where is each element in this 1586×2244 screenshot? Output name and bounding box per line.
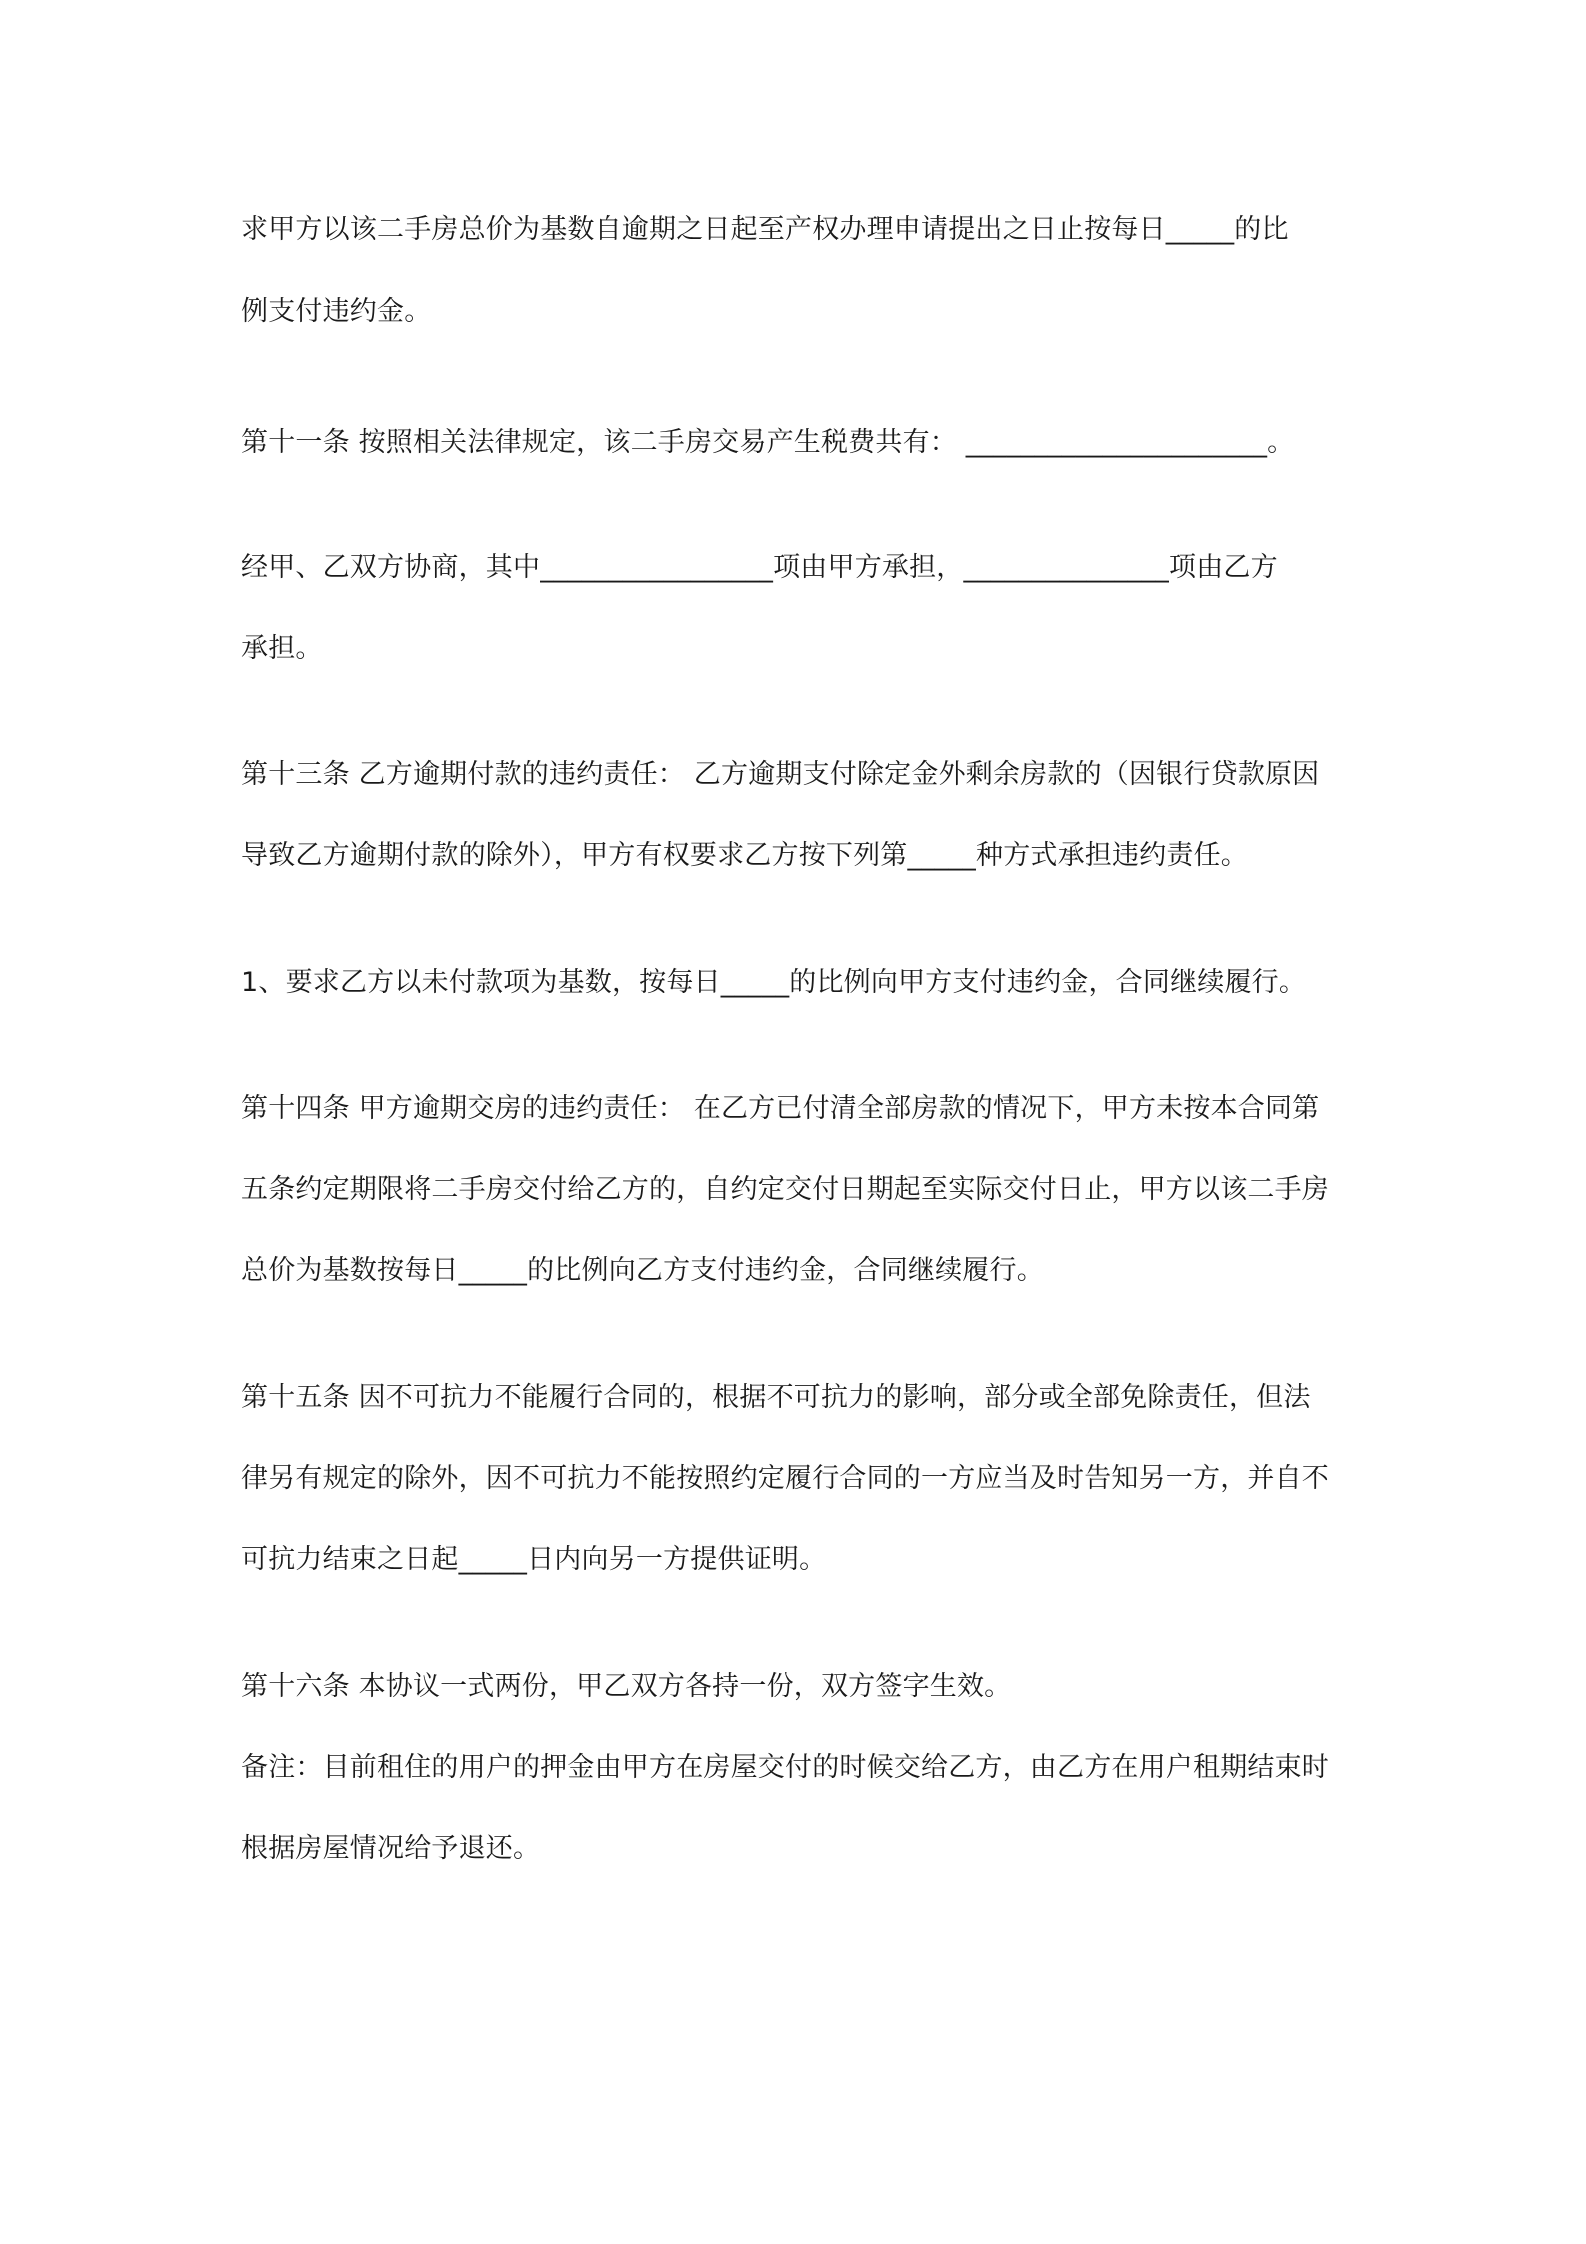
text-line: 第十一条 按照相关法律规定，该二手房交易产生税费共有： ______________________。 xyxy=(241,427,1295,458)
text-line: 备注：目前租住的用户的押金由甲方在房屋交付的时候交给乙方，由乙方在用户租期结束时 xyxy=(241,1752,1329,1783)
text-line: 导致乙方逾期付款的除外），甲方有权要求乙方按下列第_____种方式承担违约责任。 xyxy=(241,840,1248,871)
text-line: 第十四条 甲方逾期交房的违约责任： 在乙方已付清全部房款的情况下，甲方未按本合同第 xyxy=(241,1093,1320,1124)
text-line: 第十三条 乙方逾期付款的违约责任： 乙方逾期支付除定金外剩余房款的（因银行贷款原因 xyxy=(241,759,1320,790)
text-line: 第十六条 本协议一式两份，甲乙双方各持一份，双方签字生效。 xyxy=(241,1671,1012,1702)
text-line: 第十五条 因不可抗力不能履行合同的，根据不可抗力的影响，部分或全部免除责任，但法 xyxy=(241,1382,1311,1413)
text-line: 求甲方以该二手房总价为基数自逾期之日起至产权办理申请提出之日止按每日_____的比 xyxy=(241,214,1289,245)
text-line: 根据房屋情况给予退还。 xyxy=(241,1833,541,1864)
text-line: 例支付违约金。 xyxy=(241,296,432,327)
text-line: 1、要求乙方以未付款项为基数，按每日_____的比例向甲方支付违约金，合同继续履行。 xyxy=(241,967,1307,998)
text-line: 五条约定期限将二手房交付给乙方的，自约定交付日期起至实际交付日止，甲方以该二手房 xyxy=(241,1174,1329,1205)
text-line: 承担。 xyxy=(241,633,323,664)
text-line: 经甲、乙双方协商，其中_________________项由甲方承担，_______________项由乙方 xyxy=(241,552,1278,583)
text-line: 律另有规定的除外，因不可抗力不能按照约定履行合同的一方应当及时告知另一方，并自不 xyxy=(241,1463,1329,1494)
text-line: 可抗力结束之日起_____日内向另一方提供证明。 xyxy=(241,1544,827,1575)
text-line: 总价为基数按每日_____的比例向乙方支付违约金，合同继续履行。 xyxy=(241,1255,1044,1286)
